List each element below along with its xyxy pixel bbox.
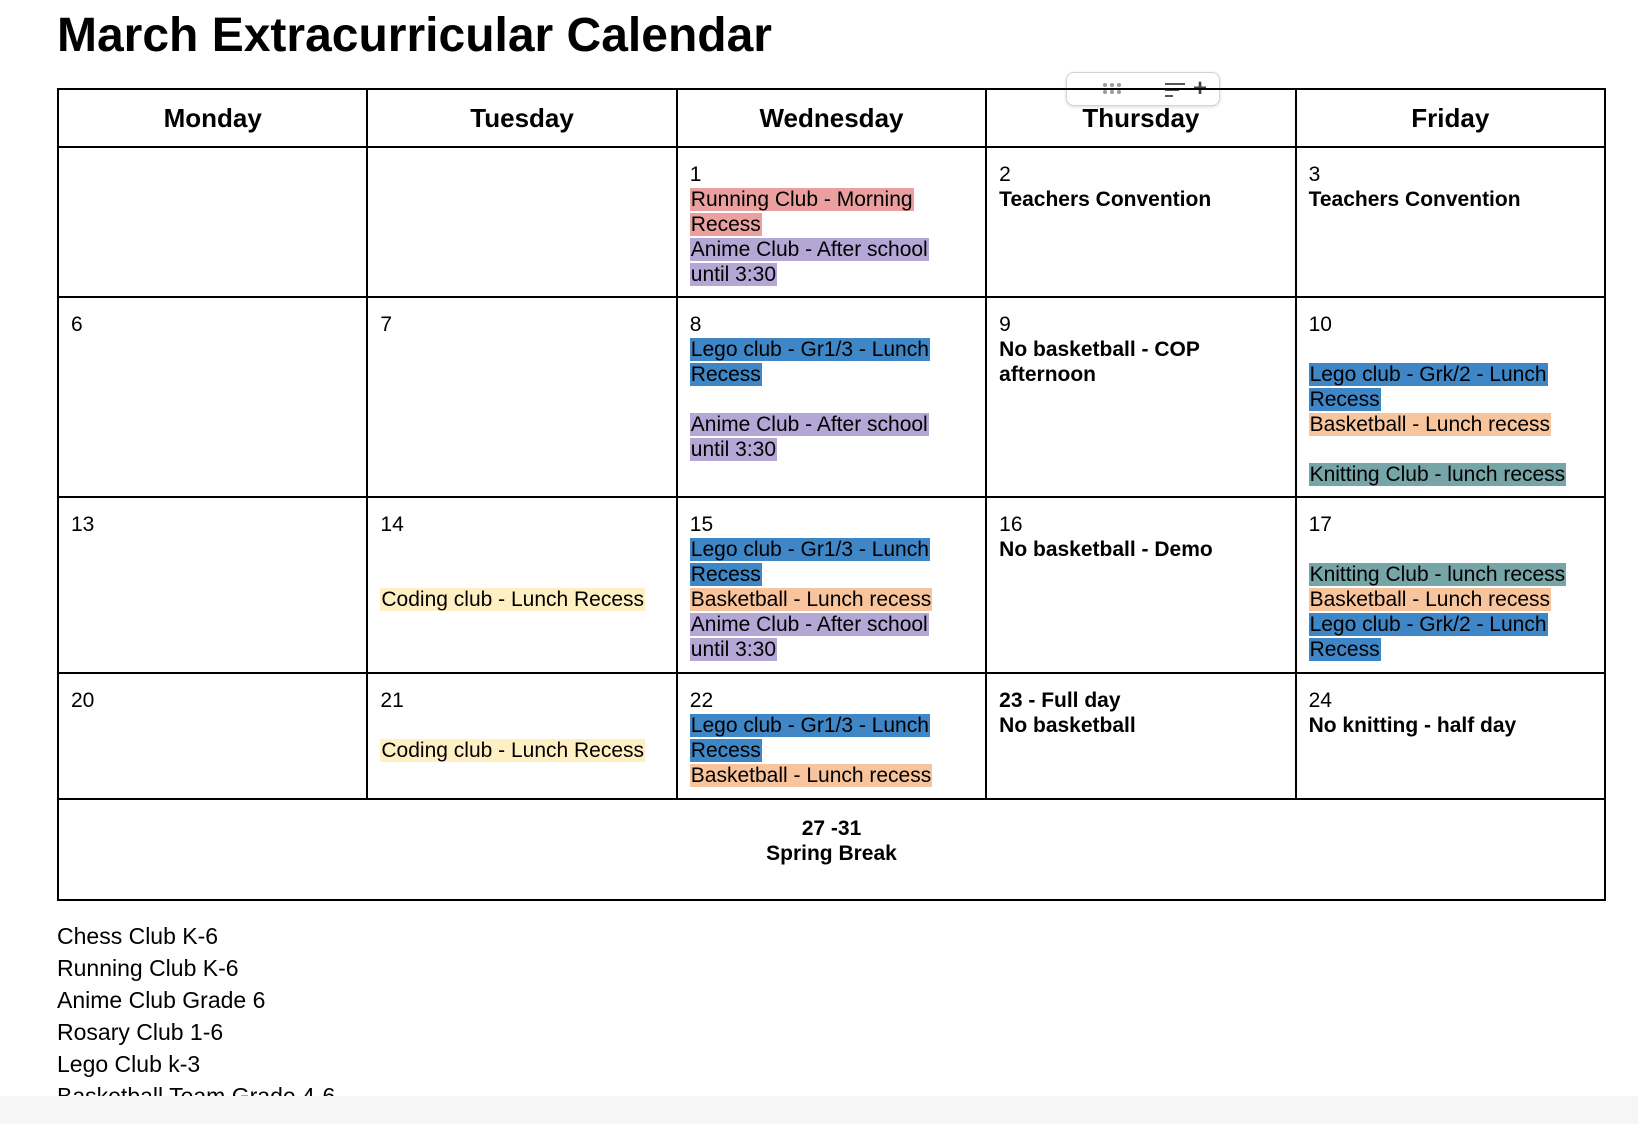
notice-text: No basketball <box>999 714 1136 737</box>
event-text: Basketball - Lunch recess <box>690 764 932 787</box>
notice-line <box>999 537 1282 562</box>
event-text: Recess <box>690 213 761 236</box>
blank-line <box>1309 337 1592 362</box>
day-cell-tuesday[interactable] <box>367 297 676 497</box>
day-number: 24 <box>1308 689 1332 712</box>
day-number: 3 <box>1308 163 1321 186</box>
event-line <box>1309 562 1592 587</box>
day-cell-wednesday[interactable] <box>677 497 986 673</box>
event-line <box>690 562 973 587</box>
event-text: Anime Club - After school <box>690 238 928 261</box>
event-text: Recess <box>690 739 761 762</box>
event-line <box>690 437 973 462</box>
week-row <box>58 673 1605 799</box>
header-wednesday[interactable]: Wednesday <box>677 89 986 147</box>
event-text: Recess <box>1309 638 1380 661</box>
day-number: 20 <box>71 689 95 712</box>
event-line <box>690 537 973 562</box>
day-number: 22 <box>689 689 714 712</box>
header-thursday[interactable]: Thursday <box>986 89 1295 147</box>
event-line <box>690 212 973 237</box>
blank-line <box>380 537 663 562</box>
day-cell-wednesday[interactable] <box>677 673 986 799</box>
event-line <box>1309 412 1592 437</box>
blank-line <box>380 713 663 738</box>
day-number: 1 <box>689 163 702 186</box>
event-text: Coding club - Lunch Recess <box>381 739 645 762</box>
event-text: Lego club - Grk/2 - Lunch <box>1309 613 1547 636</box>
day-cell-friday[interactable] <box>1296 147 1605 297</box>
blank-line <box>1309 437 1592 462</box>
event-line <box>690 763 973 788</box>
event-text: Lego club - Grk/2 - Lunch <box>1309 363 1547 386</box>
event-line <box>1309 462 1592 487</box>
event-text: Lego club - Gr1/3 - Lunch <box>690 338 929 361</box>
spring-break-cell[interactable] <box>58 799 1605 900</box>
header-friday[interactable]: Friday <box>1296 89 1605 147</box>
event-text: until 3:30 <box>690 438 777 461</box>
day-cell-friday[interactable] <box>1296 497 1605 673</box>
day-cell-monday[interactable] <box>58 673 367 799</box>
day-cell-friday[interactable] <box>1296 673 1605 799</box>
notice-line <box>999 337 1282 362</box>
notice-text: afternoon <box>999 363 1096 386</box>
club-list-item: Chess Club K-6 <box>57 923 219 949</box>
event-line <box>380 738 663 763</box>
day-number: 2 <box>999 163 1011 186</box>
club-list <box>57 920 335 1112</box>
event-text: Recess <box>690 563 761 586</box>
notice-text: No basketball - COP <box>999 338 1200 361</box>
week-row <box>58 297 1605 497</box>
event-line <box>690 262 973 287</box>
event-text: Recess <box>1309 388 1380 411</box>
day-number: 6 <box>71 313 83 336</box>
notice-text: Teachers Convention <box>1308 188 1521 211</box>
notice-line <box>1309 187 1592 212</box>
event-text: Basketball - Lunch recess <box>690 588 932 611</box>
spring-break-label: Spring Break <box>766 842 897 865</box>
event-text: Running Club - Morning <box>690 188 913 211</box>
event-text: until 3:30 <box>690 263 777 286</box>
day-cell-tuesday[interactable] <box>367 673 676 799</box>
header-tuesday[interactable]: Tuesday <box>367 89 676 147</box>
day-number: 21 <box>380 689 404 712</box>
event-text: Knitting Club - lunch recess <box>1309 563 1566 586</box>
day-cell-monday[interactable] <box>58 497 367 673</box>
day-cell-wednesday[interactable] <box>677 147 986 297</box>
day-number: 7 <box>380 313 393 336</box>
day-number: 10 <box>1308 313 1332 336</box>
event-line <box>1309 637 1592 662</box>
event-text: until 3:30 <box>690 638 777 661</box>
notice-line <box>1309 713 1592 738</box>
day-number: 14 <box>380 513 404 536</box>
header-row <box>58 89 1605 147</box>
event-line <box>690 612 973 637</box>
day-number: 23 - Full day <box>999 689 1121 712</box>
day-cell-thursday[interactable] <box>986 147 1295 297</box>
page-bottom-edge <box>0 1096 1638 1124</box>
notice-text: Teachers Convention <box>999 188 1212 211</box>
day-cell-tuesday[interactable] <box>367 147 676 297</box>
event-line <box>690 362 973 387</box>
day-number: 15 <box>689 513 714 536</box>
notice-text: No knitting - half day <box>1308 714 1517 737</box>
day-cell-wednesday[interactable] <box>677 297 986 497</box>
header-monday[interactable]: Monday <box>58 89 367 147</box>
notice-text: No basketball - Demo <box>999 538 1213 561</box>
blank-line <box>690 387 973 412</box>
event-text: Knitting Club - lunch recess <box>1309 463 1566 486</box>
event-line <box>690 637 973 662</box>
event-text: Lego club - Gr1/3 - Lunch <box>690 714 929 737</box>
day-cell-tuesday[interactable] <box>367 497 676 673</box>
blank-line <box>380 562 663 587</box>
event-line <box>690 713 973 738</box>
day-number: 16 <box>999 513 1023 536</box>
event-text: Basketball - Lunch recess <box>1309 588 1551 611</box>
day-cell-thursday[interactable] <box>986 673 1295 799</box>
week-row <box>58 497 1605 673</box>
day-cell-monday[interactable] <box>58 297 367 497</box>
club-list-item: Lego Club k-3 <box>57 1051 201 1077</box>
day-cell-thursday[interactable] <box>986 297 1295 497</box>
notice-line <box>999 713 1282 738</box>
club-list-item: Rosary Club 1-6 <box>57 1019 224 1045</box>
event-line <box>1309 587 1592 612</box>
day-number: 13 <box>71 513 95 536</box>
spring-break-dates: 27 -31 <box>801 817 862 840</box>
event-line <box>690 337 973 362</box>
notice-line <box>999 362 1282 387</box>
event-text: Lego club - Gr1/3 - Lunch <box>690 538 929 561</box>
event-line <box>690 587 973 612</box>
spring-break-row <box>58 799 1605 900</box>
event-text: Anime Club - After school <box>690 613 928 636</box>
event-line <box>690 187 973 212</box>
event-text: Recess <box>690 363 761 386</box>
club-list-item: Anime Club Grade 6 <box>57 987 266 1013</box>
blank-line <box>1309 537 1592 562</box>
week-row <box>58 147 1605 297</box>
day-number: 9 <box>999 313 1011 336</box>
day-cell-friday[interactable] <box>1296 297 1605 497</box>
event-line <box>690 412 973 437</box>
day-cell-thursday[interactable] <box>986 497 1295 673</box>
day-number: 17 <box>1308 513 1332 536</box>
event-line <box>1309 612 1592 637</box>
page-title: March Extracurricular Calendar <box>57 9 772 62</box>
event-line <box>690 738 973 763</box>
event-line <box>690 237 973 262</box>
calendar-table <box>57 88 1606 901</box>
event-text: Coding club - Lunch Recess <box>381 588 645 611</box>
day-number: 8 <box>689 313 702 336</box>
plus-icon[interactable]: + <box>1193 75 1208 102</box>
event-text: Basketball - Lunch recess <box>1309 413 1551 436</box>
club-list-item: Running Club K-6 <box>57 955 239 981</box>
notice-line <box>999 187 1282 212</box>
event-line <box>1309 362 1592 387</box>
event-line <box>380 587 663 612</box>
event-text: Anime Club - After school <box>690 413 928 436</box>
day-cell-monday[interactable] <box>58 147 367 297</box>
event-line <box>1309 387 1592 412</box>
